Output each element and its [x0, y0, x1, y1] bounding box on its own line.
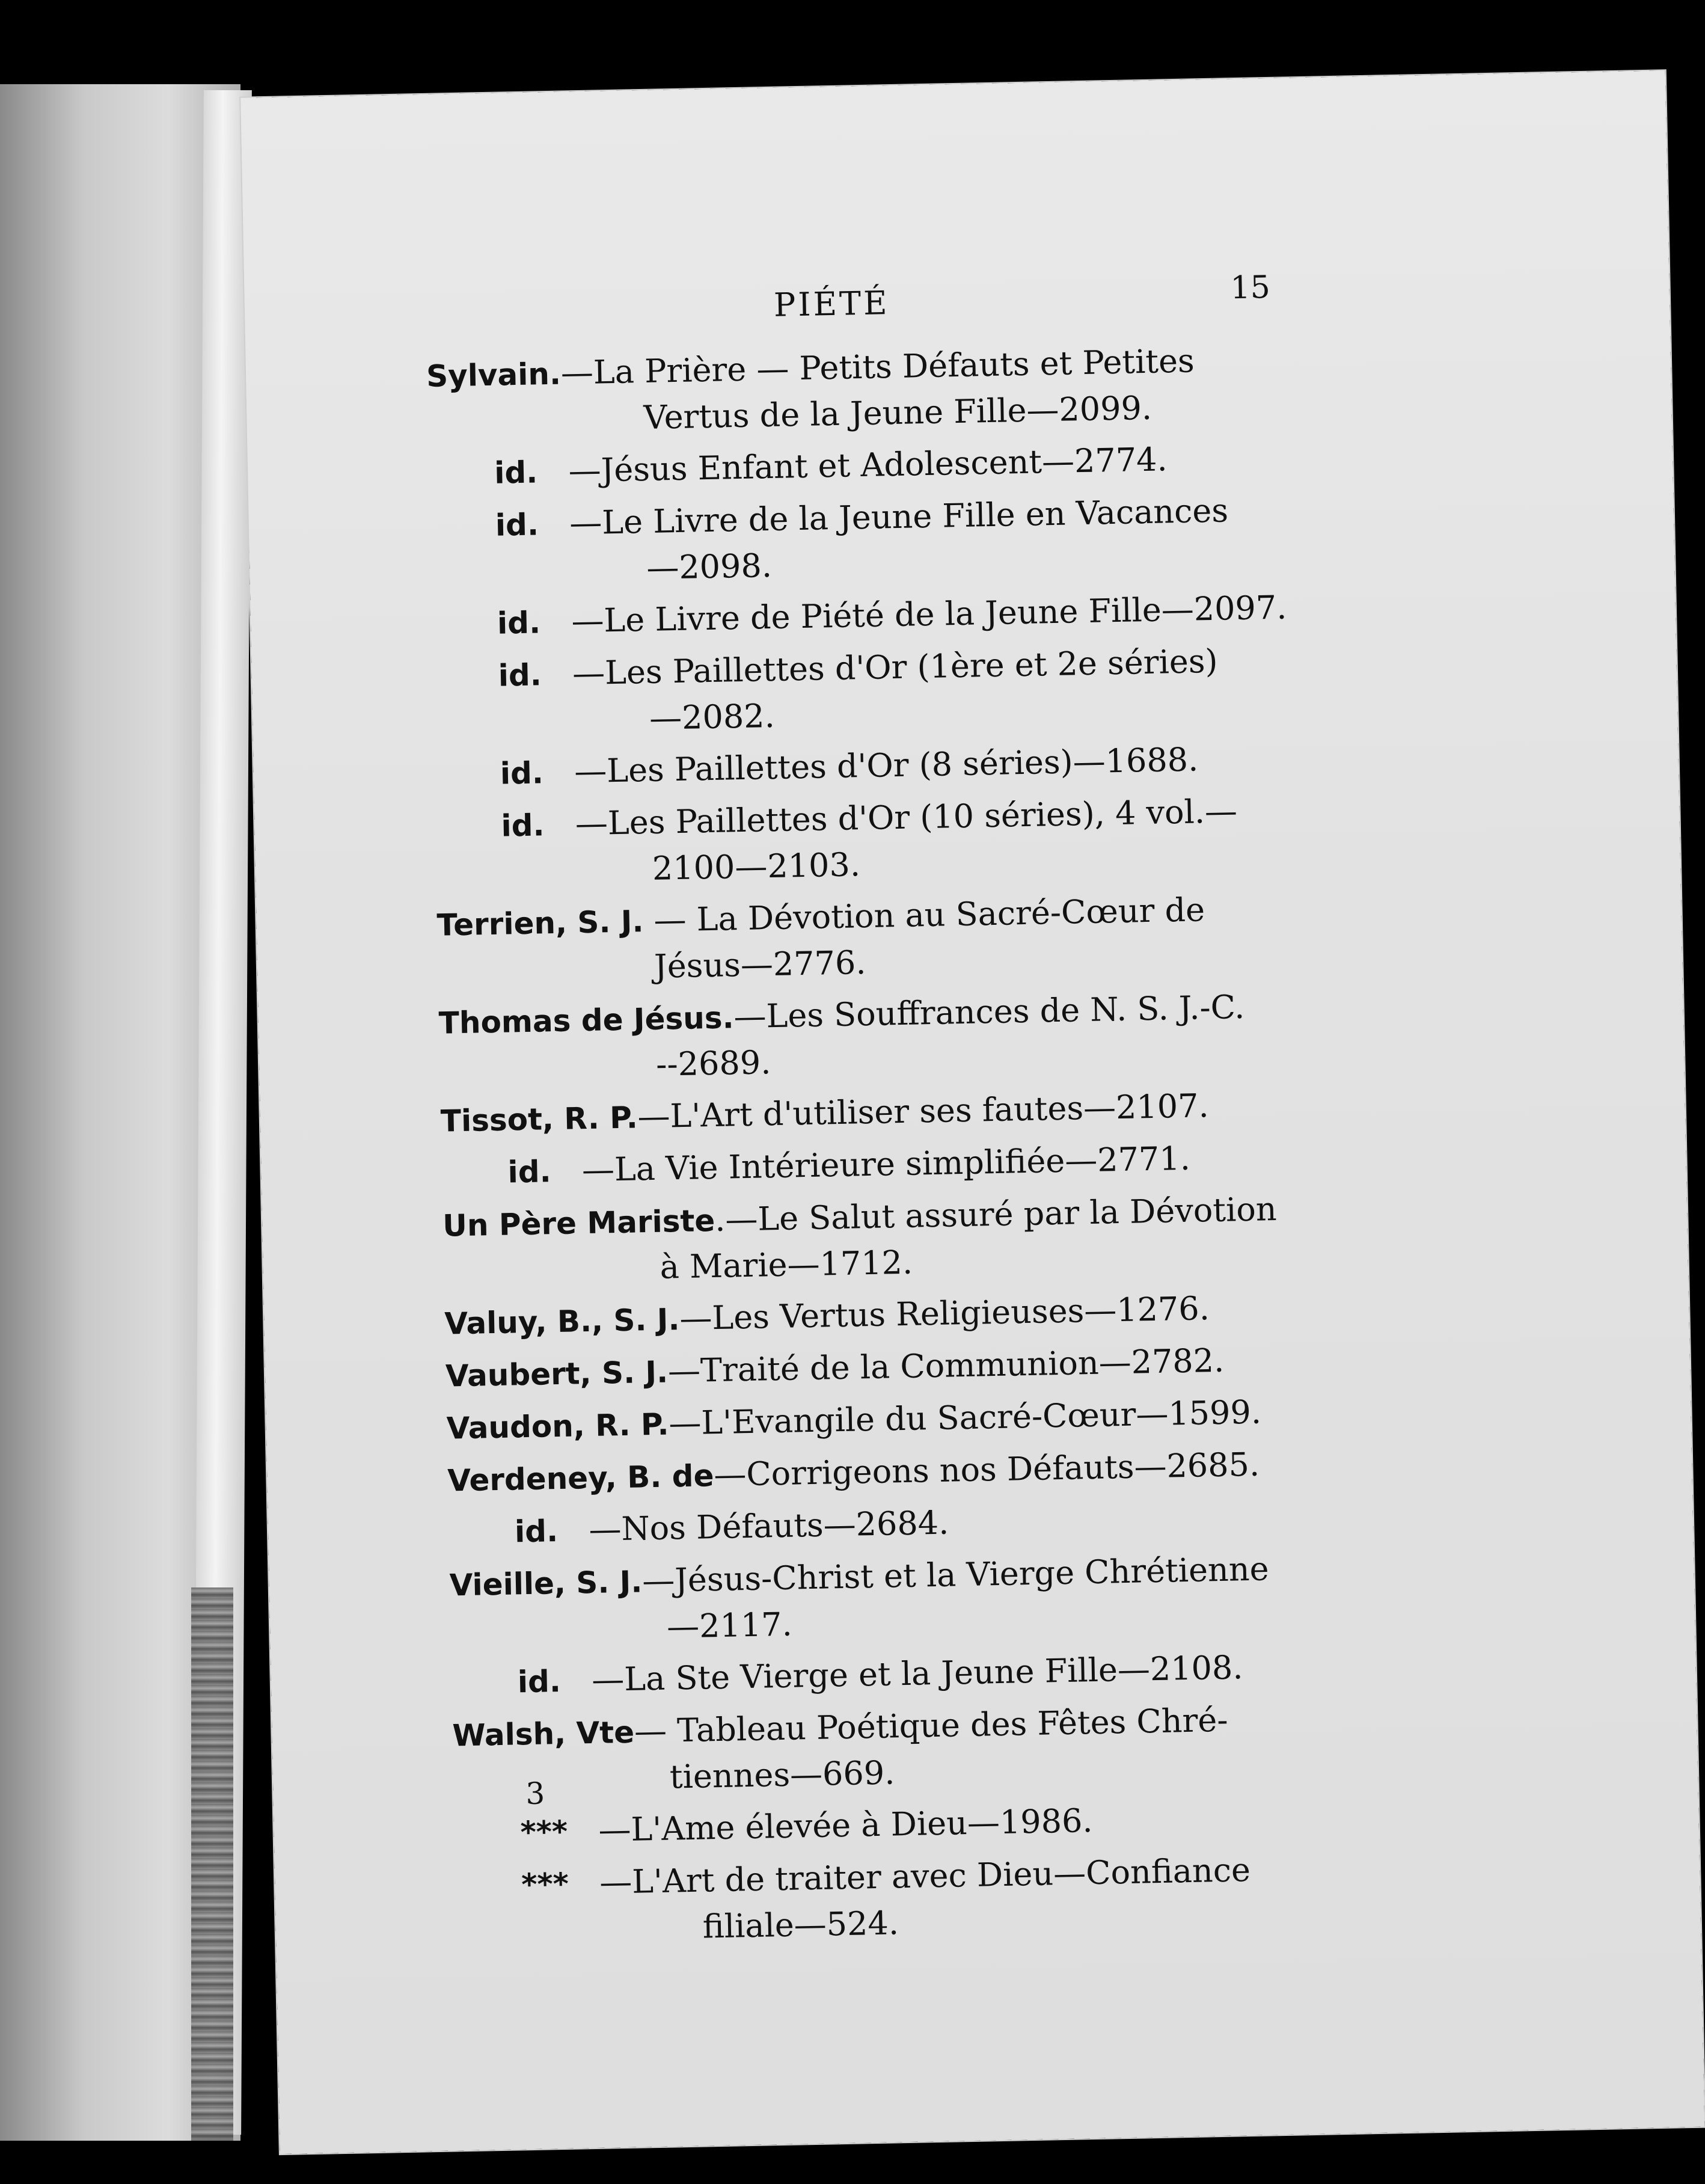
entry-continuation: --2689.	[655, 1043, 771, 1084]
entry-author: Vaubert, S. J.	[445, 1354, 669, 1394]
entry-author: Verdeney, B. de	[447, 1458, 714, 1498]
entry-title: —Nos Défauts—2684.	[588, 1503, 949, 1549]
entry-title: — La Dévotion au Sacré-Cœur de	[643, 891, 1205, 940]
entry-continuation: —2098.	[646, 546, 773, 587]
entry-title: —L'Art d'utiliser ses fautes—2107.	[637, 1087, 1210, 1136]
entry-continuation: Jésus—2776.	[654, 943, 867, 986]
entry-author: ***	[521, 1866, 569, 1903]
entry-author: id.	[514, 1514, 559, 1550]
entry-title: —L'Art de traiter avec Dieu—Confiance	[599, 1851, 1251, 1901]
entry-author: id.	[498, 657, 542, 693]
entry-title: —Les Paillettes d'Or (8 séries)—1688.	[574, 740, 1199, 791]
entry-title: —Les Paillettes d'Or (1ère et 2e séries)	[572, 642, 1219, 693]
entry-author: ***	[520, 1814, 568, 1850]
entry-author: id.	[495, 507, 539, 543]
list-item	[436, 882, 1508, 994]
entry-continuation: filiale—524.	[702, 1904, 899, 1946]
entry-title: .—Le Salut assuré par la Dévotion	[714, 1190, 1278, 1239]
entry-author: Thomas de Jésus.	[438, 1000, 735, 1041]
entry-continuation: 2100—2103.	[652, 845, 861, 888]
entry-author: id.	[507, 1154, 552, 1190]
entry-title: —Le Livre de la Jeune Fille en Vacances	[569, 491, 1229, 542]
list-item	[449, 1541, 1521, 1654]
entry-title: —L'Evangile du Sacré-Cœur—1599.	[668, 1393, 1262, 1443]
binding-thread	[191, 1587, 233, 2141]
entry-title: —Les Vertus Religieuses—1276.	[679, 1289, 1210, 1338]
list-item	[452, 1692, 1524, 1804]
list-item	[426, 333, 1498, 445]
entry-title: —Jésus Enfant et Adolescent—2774.	[568, 440, 1168, 490]
entry-author: id.	[500, 755, 544, 791]
entry-continuation: tiennes—669.	[669, 1753, 895, 1796]
list-item	[442, 1182, 1514, 1294]
list-item	[455, 1842, 1527, 1954]
entry-author: id.	[517, 1664, 562, 1700]
entry-title: —Les Souffrances de N. S. J.-C.	[733, 987, 1245, 1036]
entry-author: Vaudon, R. P.	[446, 1406, 669, 1446]
entry-title: —La Ste Vierge et la Jeune Fille—2108.	[591, 1648, 1244, 1699]
entry-title: —Le Livre de Piété de la Jeune Fille—2097.	[571, 588, 1287, 640]
bibliography-list	[426, 333, 1526, 1961]
list-item	[438, 980, 1510, 1092]
entry-title: —L'Ame élevée à Dieu—1986.	[598, 1802, 1094, 1849]
list-item	[432, 633, 1504, 746]
entry-title: —Jésus-Christ et la Vierge Chrétienne	[641, 1550, 1270, 1600]
entry-title: — Tableau Poétique des Fêtes Chré-	[634, 1701, 1229, 1750]
entry-author: id.	[497, 605, 541, 641]
page-number: 15	[1230, 269, 1271, 307]
entry-author: Un Père Mariste	[442, 1203, 715, 1244]
book-page	[240, 70, 1704, 2154]
entry-author: Walsh, Vte	[452, 1714, 635, 1753]
entry-author: Valuy, B., S. J.	[444, 1302, 680, 1342]
entry-title: —La Prière — Petits Défauts et Petites	[560, 342, 1195, 392]
running-head: PIÉTÉ	[773, 284, 890, 324]
list-item	[435, 784, 1507, 896]
entry-author: Sylvain.	[426, 356, 562, 394]
entry-title: —Corrigeons nos Défauts—2685.	[713, 1445, 1260, 1494]
entry-author: id.	[494, 455, 538, 491]
signature-mark: 3	[525, 1776, 545, 1812]
entry-continuation: à Marie—1712.	[660, 1243, 913, 1286]
entry-author: Vieille, S. J.	[449, 1564, 643, 1603]
entry-author: id.	[500, 808, 545, 844]
entry-title: —La Vie Intérieure simplifiée—2771.	[581, 1139, 1191, 1189]
entry-title: —Traité de la Communion—2782.	[667, 1341, 1225, 1390]
list-item	[429, 483, 1501, 595]
entry-continuation: Vertus de la Jeune Fille—2099.	[643, 388, 1152, 437]
entry-author: Terrien, S. J.	[436, 904, 644, 943]
entry-author: Tissot, R. P.	[440, 1100, 638, 1139]
entry-continuation: —2117.	[666, 1605, 793, 1646]
entry-title: —Les Paillettes d'Or (10 séries), 4 vol.—	[575, 792, 1238, 843]
entry-continuation: —2082.	[649, 696, 776, 737]
